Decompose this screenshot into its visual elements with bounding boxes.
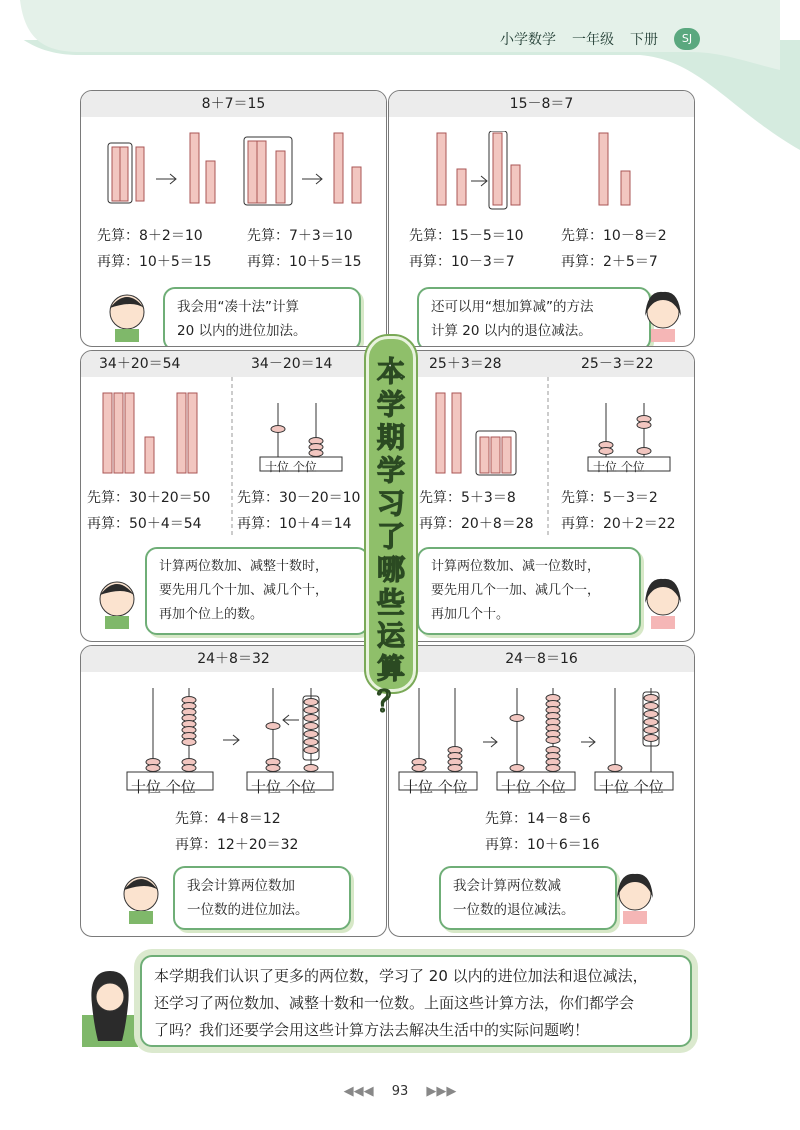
tens-bars-icon (101, 391, 211, 476)
step-text: 再算：10＋5＝15 (97, 254, 212, 270)
bubble-line: 要先用几个一加、减几个一， (431, 583, 601, 598)
bubble-line: 我会计算两位数加 (187, 878, 295, 894)
step-text: 先算：15－5＝10 (409, 228, 524, 244)
page-header (500, 28, 700, 50)
panel-title: 8＋7＝15 (81, 91, 386, 117)
panel-8-plus-7 (80, 90, 387, 347)
abacus-label: 十位 个位 (501, 778, 566, 796)
divider-line (547, 377, 549, 537)
panel-title: 15－8＝7 (389, 91, 694, 117)
divider-line (231, 377, 233, 537)
page-footer (0, 1084, 800, 1099)
step-text: 先算：10－8＝2 (561, 228, 667, 244)
panel-title-a: 34＋20＝54 (99, 356, 181, 372)
step-text: 再算：10＋6＝16 (485, 837, 600, 853)
teacher-avatar-icon (82, 965, 138, 1047)
abacus-label: 十位 个位 (403, 778, 468, 796)
summary-line: 了吗？我们还要学会用这些计算方法去解决生活中的实际问题哟！ (154, 1021, 590, 1039)
header-subject: 小学数学 (500, 32, 556, 48)
header-grade: 一年级 (572, 32, 614, 48)
step-text: 先算：30＋20＝50 (87, 490, 211, 506)
step-text: 先算：14－8＝6 (485, 811, 591, 827)
panel-title: 24＋8＝32 (81, 646, 386, 672)
panel-title-a: 25＋3＝28 (429, 356, 502, 372)
bubble-line: 一位数的进位加法。 (187, 902, 309, 918)
step-text: 先算：30－20＝10 (237, 490, 361, 506)
chapter-title: 本 学 期 学 习 了 哪 些 运 算 ？ (376, 355, 405, 718)
boy-avatar-icon (117, 868, 165, 924)
abacus-label: 十位 个位 (593, 460, 645, 474)
speech-bubble (417, 547, 641, 635)
panel-title: 24－8＝16 (389, 646, 694, 672)
girl-avatar-icon (639, 573, 687, 629)
step-text: 再算：10＋5＝15 (247, 254, 362, 270)
boy-avatar-icon (103, 286, 151, 342)
step-text: 先算：7＋3＝10 (247, 228, 353, 244)
bubble-line: 再加个位上的数。 (159, 607, 264, 622)
step-text: 再算：2＋5＝7 (561, 254, 658, 270)
step-text: 再算：10－3＝7 (409, 254, 515, 270)
page-number: 93 (391, 1084, 409, 1099)
panel-25-ones (388, 350, 695, 642)
summary-line: 本学期我们认识了更多的两位数，学习了 20 以内的进位加法和退位减法， (154, 967, 648, 985)
step-text: 再算：20＋8＝28 (419, 516, 534, 532)
header-badge: SJ (674, 28, 700, 50)
bubble-line: 还可以用“想加算减”的方法 (431, 299, 594, 315)
step-text: 先算：5＋3＝8 (419, 490, 516, 506)
bubble-line: 计算两位数加、减一位数时， (431, 559, 601, 574)
abacus-label: 十位 个位 (599, 778, 664, 796)
bubble-line: 再加几个十。 (431, 607, 510, 622)
boy-avatar-icon (93, 573, 141, 629)
bubble-line: 20 以内的进位加法。 (177, 323, 307, 339)
next-arrows-icon: ▶▶▶ (426, 1084, 457, 1099)
summary-bubble (140, 955, 692, 1047)
prev-arrows-icon: ◀◀◀ (343, 1084, 374, 1099)
panel-15-minus-8 (388, 90, 695, 347)
speech-bubble (173, 866, 351, 930)
step-text: 先算：4＋8＝12 (175, 811, 281, 827)
cube-diagram-icon (106, 131, 366, 211)
step-text: 再算：50＋4＝54 (87, 516, 202, 532)
panel-34-tens (80, 350, 387, 642)
step-text: 再算：12＋20＝32 (175, 837, 299, 853)
abacus-label: 十位 个位 (131, 778, 196, 796)
speech-bubble (145, 547, 369, 635)
step-text: 先算：8＋2＝10 (97, 228, 203, 244)
panel-title-row (389, 351, 694, 377)
bubble-line: 一位数的退位减法。 (453, 902, 575, 918)
header-volume: 下册 (630, 32, 658, 48)
speech-bubble (439, 866, 617, 930)
abacus-label: 十位 个位 (265, 460, 317, 474)
bubble-line: 我会计算两位数减 (453, 878, 561, 894)
step-text: 先算：5－3＝2 (561, 490, 658, 506)
girl-avatar-icon (611, 868, 659, 924)
girl-avatar-icon (639, 286, 687, 342)
summary-line: 还学习了两位数加、减整十数和一位数。上面这些计算方法，你们都学会 (154, 994, 635, 1012)
bubble-line: 计算两位数加、减整十数时， (159, 559, 329, 574)
panel-24-plus-8 (80, 645, 387, 937)
panel-title-b: 25－3＝22 (581, 356, 654, 372)
bubble-line: 计算 20 以内的退位减法。 (431, 323, 592, 339)
step-text: 再算：10＋4＝14 (237, 516, 352, 532)
tens-bars-icon (434, 391, 534, 476)
panel-24-minus-8 (388, 645, 695, 937)
step-text: 再算：20＋2＝22 (561, 516, 676, 532)
cube-diagram-icon (429, 131, 669, 213)
bubble-line: 要先用几个十加、减几个十， (159, 583, 329, 598)
abacus-label: 十位 个位 (251, 778, 316, 796)
speech-bubble (417, 287, 651, 347)
speech-bubble (163, 287, 361, 347)
panel-title-b: 34－20＝14 (251, 356, 333, 372)
bubble-line: 我会用“凑十法”计算 (177, 299, 299, 315)
panel-title-row (81, 351, 386, 377)
chapter-title-banner (366, 336, 416, 718)
